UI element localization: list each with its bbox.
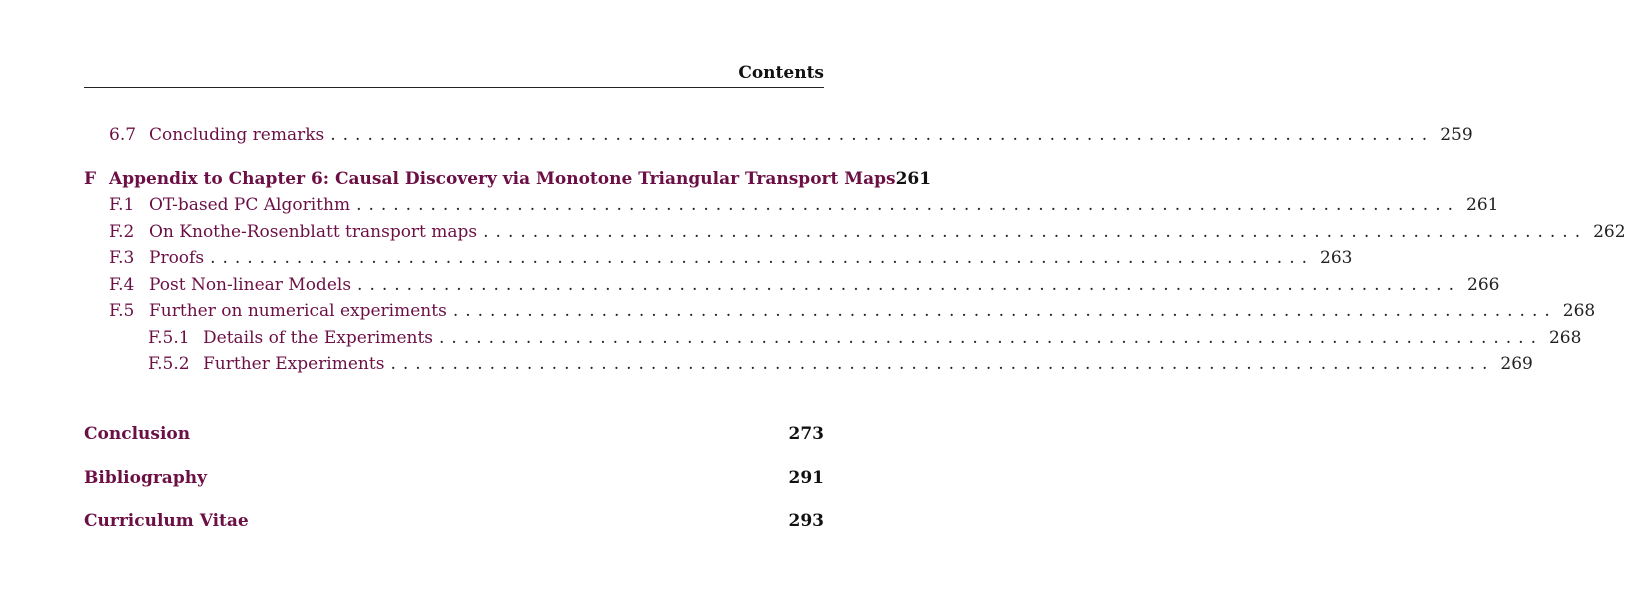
entry-title[interactable]: Concluding remarks: [149, 125, 325, 145]
entry-page[interactable]: 273: [788, 424, 824, 444]
entry-page[interactable]: 269: [1500, 354, 1533, 374]
entry-number: F.4: [109, 275, 135, 295]
entry-title[interactable]: Further Experiments: [203, 354, 385, 374]
toc-entry-appendix-f[interactable]: [84, 169, 932, 193]
entry-title[interactable]: Curriculum Vitae: [84, 511, 249, 531]
dot-leader: .........................................................................................: [483, 222, 1588, 242]
entry-title[interactable]: Appendix to Chapter 6: Causal Discovery via Monotone Triangular Transport Maps: [109, 169, 896, 189]
toc-entry-f-5-1[interactable]: [84, 328, 1582, 352]
entry-number: F.1: [109, 195, 135, 215]
entry-page[interactable]: 268: [1562, 301, 1596, 321]
dot-leader: .........................................................................................: [357, 275, 1461, 295]
dot-leader: .........................................................................................: [356, 195, 1461, 215]
entry-number: F.5: [109, 301, 135, 321]
dot-leader: .........................................................................................: [452, 301, 1557, 321]
toc-entry-f-3[interactable]: [84, 248, 1353, 272]
entry-title[interactable]: Conclusion: [84, 424, 191, 444]
toc-entry-f-2[interactable]: [84, 222, 1626, 246]
dot-leader: .........................................................................................: [439, 328, 1543, 348]
entry-number: F.2: [109, 222, 135, 242]
entry-number: F: [84, 169, 97, 189]
entry-title[interactable]: Post Non-linear Models: [149, 275, 352, 295]
entry-page[interactable]: 263: [1320, 248, 1353, 268]
header-rule: [84, 87, 824, 88]
toc-entry-f-4[interactable]: [84, 275, 1500, 299]
entry-title[interactable]: On Knothe-Rosenblatt transport maps: [149, 222, 478, 242]
entry-page[interactable]: 291: [788, 468, 824, 488]
dot-leader: .........................................................................................: [390, 354, 1495, 374]
entry-number: F.5.2: [148, 354, 190, 374]
entry-number: F.3: [109, 248, 135, 268]
entry-page[interactable]: 261: [1466, 195, 1499, 215]
entry-number: F.5.1: [148, 328, 190, 348]
entry-page[interactable]: 268: [1548, 328, 1582, 348]
dot-leader: .........................................................................................: [330, 125, 1435, 145]
toc-entry-bibliography[interactable]: [84, 468, 824, 492]
entry-title[interactable]: OT-based PC Algorithm: [149, 195, 351, 215]
running-head: Contents: [738, 63, 824, 83]
entry-title[interactable]: Details of the Experiments: [203, 328, 434, 348]
entry-title[interactable]: Proofs: [149, 248, 205, 268]
entry-page[interactable]: 262: [1593, 222, 1626, 242]
entry-title[interactable]: Bibliography: [84, 468, 207, 488]
toc-entry-f-5-2[interactable]: [84, 354, 1533, 378]
toc-entry-f-5[interactable]: [84, 301, 1596, 325]
entry-page[interactable]: 259: [1440, 125, 1473, 145]
toc-entry-f-1[interactable]: [84, 195, 1499, 219]
dot-leader: .........................................................................................: [210, 248, 1315, 268]
entry-page[interactable]: 293: [788, 511, 824, 531]
entry-page[interactable]: 261: [895, 169, 932, 189]
toc-entry-6-7[interactable]: [84, 125, 1473, 149]
entry-number: 6.7: [109, 125, 137, 145]
entry-page[interactable]: 266: [1467, 275, 1500, 295]
toc-entry-conclusion[interactable]: [84, 424, 824, 448]
toc-entry-curriculum-vitae[interactable]: [84, 511, 824, 535]
entry-title[interactable]: Further on numerical experiments: [149, 301, 447, 321]
